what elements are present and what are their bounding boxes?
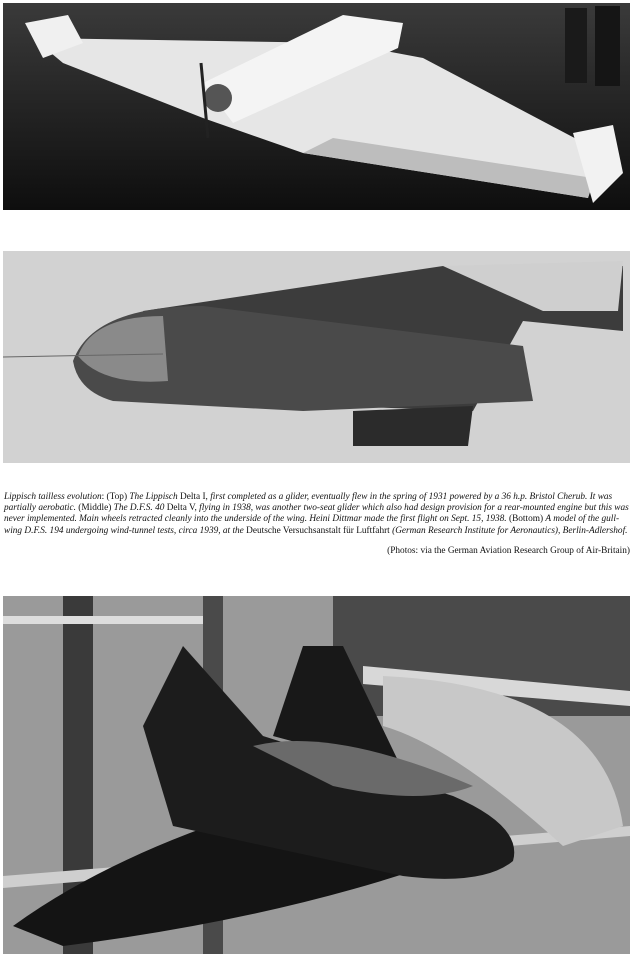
caption-part: flying in 1938, was another two-seat glider which also had design provision for a rear-mounted engine but this was never implemented. Main wheels retracted cleanly into the underside of the wing. Heini Dittmar made the first flight on Sept. 15, 1938. (4, 503, 629, 525)
caption-part: (Bottom) (508, 514, 546, 525)
photo-dfs-40-delta-v (3, 251, 630, 463)
caption-part: Delta I, (180, 492, 211, 502)
caption-part: (German Research Institute for Aeronautics), Berlin-Adlershof. (392, 525, 628, 536)
photo-credit: (Photos: via the German Aviation Research Group of Air-Britain) (387, 546, 630, 556)
photo-caption (4, 492, 632, 537)
caption-part: : (Top) (101, 492, 130, 502)
caption-part: A model of the gull-wing D.F.S. 194 undergoing wind-tunnel tests, circa 1939, at the (4, 514, 620, 536)
caption-part: first completed as a glider, eventually flew in the spring of 1931 powered by a 36 h.p. Bristol Cherub. It was partially aerobatic. (4, 492, 613, 514)
caption-part: (Middle) (78, 503, 114, 514)
caption-part: Deutsche Versuchsanstalt für Luftfahrt (246, 525, 393, 536)
caption-part: Delta V, (166, 503, 200, 514)
caption-part: The D.F.S. 40 (113, 503, 167, 514)
caption-part: The Lippisch (129, 492, 180, 502)
caption-heading: Lippisch tailless evolution (4, 492, 102, 502)
photo-delta-i (3, 3, 630, 210)
photo-dfs-194-wind-tunnel (3, 596, 630, 954)
